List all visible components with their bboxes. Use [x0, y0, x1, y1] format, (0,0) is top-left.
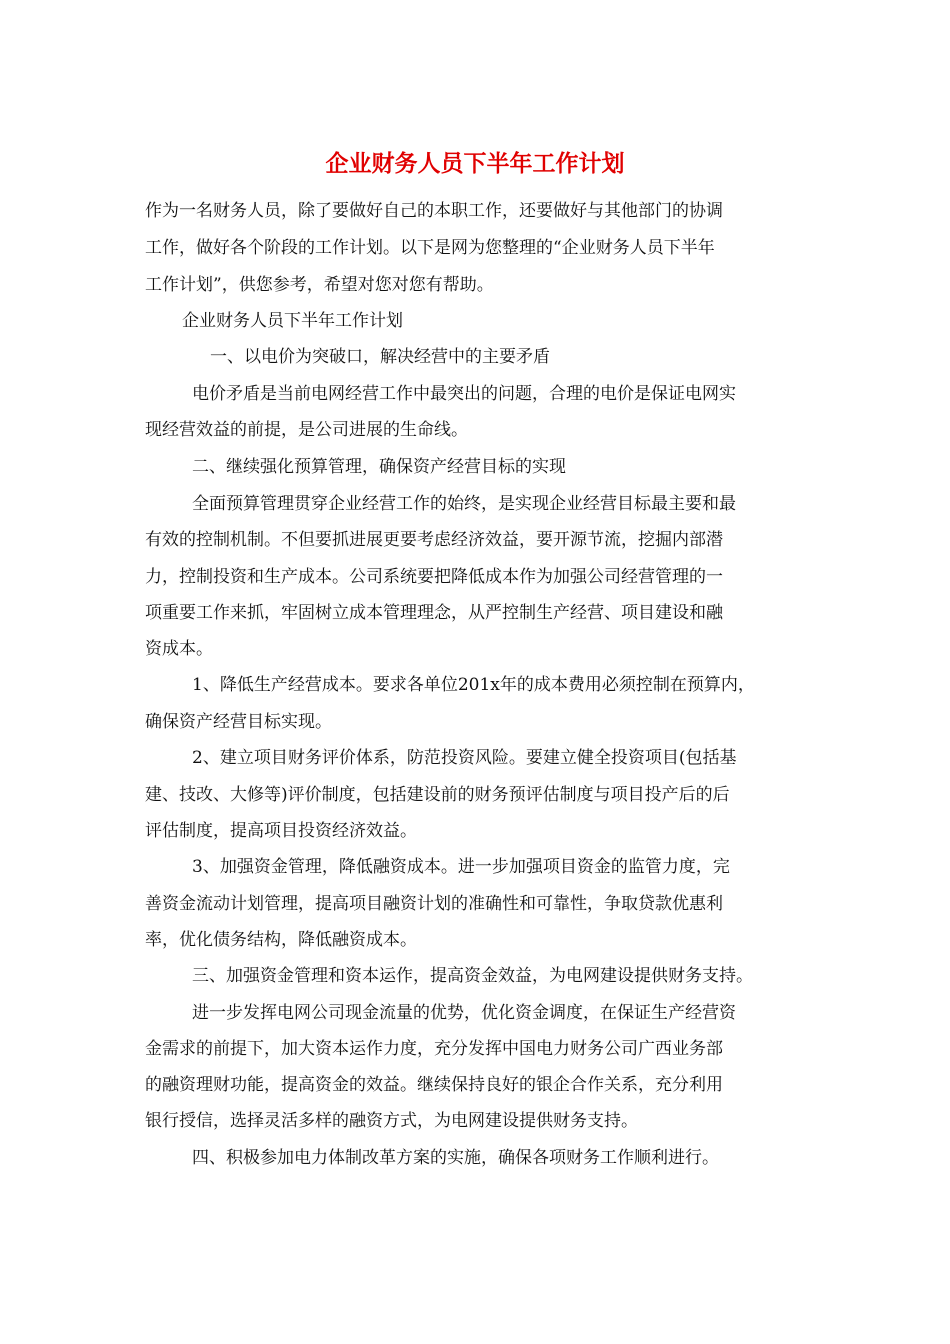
- paragraph-line: 力，控制投资和生产成本。公司系统要把降低成本作为加强公司经营管理的一: [145, 567, 723, 587]
- paragraph-line: 电价矛盾是当前电网经营工作中最突出的问题，合理的电价是保证电网实: [192, 384, 736, 404]
- paragraph-line: 工作计划”，供您参考，希望对您对您有帮助。: [145, 275, 494, 295]
- paragraph-line: 1、降低生产经营成本。要求各单位201x年的成本费用必须控制在预算内，: [192, 675, 755, 695]
- document-title: 企业财务人员下半年工作计划: [325, 150, 625, 177]
- section-heading: 企业财务人员下半年工作计划: [182, 311, 403, 331]
- paragraph-line: 银行授信，选择灵活多样的融资方式，为电网建设提供财务支持。: [145, 1111, 638, 1131]
- paragraph-line: 善资金流动计划管理，提高项目融资计划的准确性和可靠性，争取贷款优惠利: [145, 894, 723, 914]
- paragraph-line: 建、技改、大修等)评价制度，包括建设前的财务预评估制度与项目投产后的后: [145, 785, 730, 805]
- paragraph-line: 确保资产经营目标实现。: [145, 712, 332, 732]
- paragraph-line: 进一步发挥电网公司现金流量的优势，优化资金调度，在保证生产经营资: [192, 1003, 736, 1023]
- paragraph-line: 资成本。: [145, 639, 213, 659]
- paragraph-line: 2、建立项目财务评价体系，防范投资风险。要建立健全投资项目(包括基: [192, 748, 737, 768]
- paragraph-line: 有效的控制机制。不但要抓进展更要考虑经济效益，要开源节流，挖掘内部潜: [145, 530, 723, 550]
- paragraph-line: 现经营效益的前提，是公司进展的生命线。: [145, 420, 468, 440]
- paragraph-line: 金需求的前提下，加大资本运作力度，充分发挥中国电力财务公司广西业务部: [145, 1039, 723, 1059]
- paragraph-line: 率，优化债务结构，降低融资成本。: [145, 930, 417, 950]
- paragraph-line: 全面预算管理贯穿企业经营工作的始终，是实现企业经营目标最主要和最: [192, 494, 736, 514]
- section-heading: 二、继续强化预算管理，确保资产经营目标的实现: [192, 457, 566, 477]
- paragraph-line: 评估制度，提高项目投资经济效益。: [145, 821, 417, 841]
- paragraph-line: 项重要工作来抓，牢固树立成本管理理念，从严控制生产经营、项目建设和融: [145, 603, 723, 623]
- paragraph-line: 3、加强资金管理，降低融资成本。进一步加强项目资金的监管力度，完: [192, 857, 730, 877]
- section-heading: 三、加强资金管理和资本运作，提高资金效益，为电网建设提供财务支持。: [192, 966, 753, 986]
- section-heading: 四、积极参加电力体制改革方案的实施，确保各项财务工作顺利进行。: [192, 1148, 719, 1168]
- paragraph-line: 工作，做好各个阶段的工作计划。以下是网为您整理的“企业财务人员下半年: [145, 238, 715, 258]
- paragraph-line: 的融资理财功能，提高资金的效益。继续保持良好的银企合作关系，充分利用: [145, 1075, 723, 1095]
- section-heading: 一、以电价为突破口，解决经营中的主要矛盾: [210, 347, 550, 367]
- paragraph-line: 作为一名财务人员，除了要做好自己的本职工作，还要做好与其他部门的协调: [145, 201, 723, 221]
